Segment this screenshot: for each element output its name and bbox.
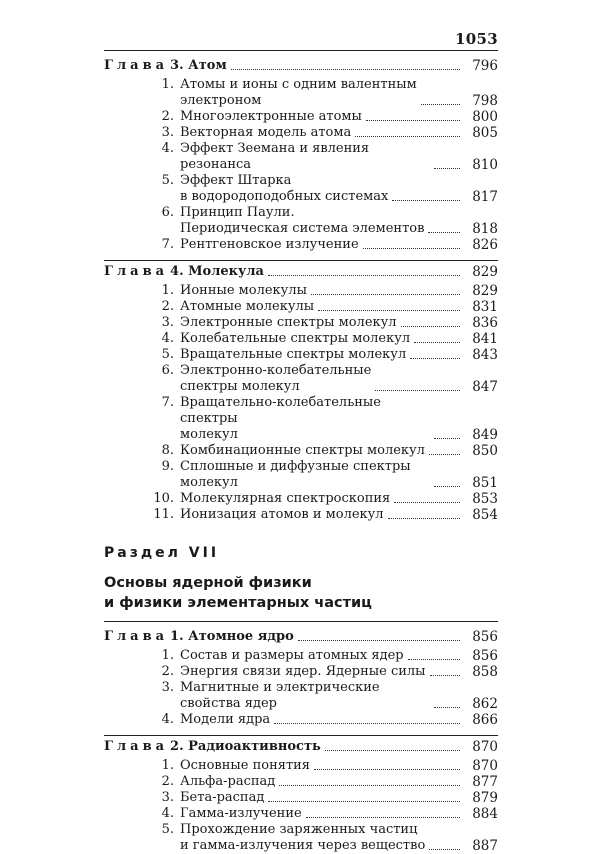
entry-page-number: 798 — [472, 93, 498, 109]
entry-page-number: 847 — [472, 379, 498, 395]
entry-title-line: Атомные молекулы — [180, 299, 315, 314]
dot-leader — [434, 707, 460, 708]
entry-title-line: Принцип Паули. — [180, 205, 295, 220]
toc-entry[interactable] — [148, 283, 498, 299]
entry-title — [180, 141, 430, 173]
entry-page-number: 829 — [472, 283, 498, 299]
chapter-label: Глава — [104, 58, 169, 73]
entry-title-line: Сплошные и диффузные спектры молекул — [180, 459, 411, 490]
chapter-label: Глава — [104, 264, 169, 279]
chapter-entry[interactable] — [104, 629, 498, 648]
entry-number: 3. — [161, 315, 174, 330]
toc-entry[interactable] — [148, 125, 498, 141]
entry-title — [180, 648, 404, 664]
toc-entry[interactable] — [148, 459, 498, 491]
entry-number: 6. — [161, 363, 174, 378]
dot-leader — [279, 785, 460, 786]
entry-title-line: Эффект Штарка — [180, 173, 292, 188]
entry-title — [180, 173, 388, 205]
dot-leader — [434, 486, 460, 487]
entry-page-number: 810 — [472, 157, 498, 173]
dot-leader — [306, 817, 460, 818]
entry-title-line: Рентгеновское излучение — [180, 237, 359, 252]
entry-title-line: Эффект Зеемана и явления резонанса — [180, 141, 370, 172]
entry-page-number: 877 — [472, 774, 498, 790]
entry-number: 3. — [161, 680, 174, 695]
entry-title-line: Вращательно-колебательные спектры — [180, 395, 381, 426]
entry-page-number: 866 — [472, 712, 498, 728]
toc-entry[interactable] — [148, 648, 498, 664]
toc-entry[interactable] — [148, 237, 498, 253]
entry-title-line: спектры молекул — [180, 379, 300, 394]
chapter-label: Глава — [104, 629, 169, 644]
entry-title-line: Комбинационные спектры молекул — [180, 443, 425, 458]
entry-number: 5. — [161, 347, 174, 362]
entry-title-line: Ионизация атомов и молекул — [180, 507, 384, 522]
entry-title — [180, 125, 351, 141]
entry-page-number: 836 — [472, 315, 498, 331]
entry-title — [180, 680, 430, 712]
entry-page-number: 800 — [472, 109, 498, 125]
page-header — [104, 0, 498, 51]
dot-leader — [392, 200, 460, 201]
dot-leader — [274, 723, 460, 724]
entry-title-line: Периодическая система элементов — [180, 221, 425, 236]
entry-number: 3. — [161, 125, 174, 140]
toc-entry[interactable] — [148, 141, 498, 173]
dot-leader — [388, 518, 460, 519]
toc-entry[interactable] — [148, 443, 498, 459]
dot-leader — [363, 248, 460, 249]
entry-page-number: 831 — [472, 299, 498, 315]
entry-title — [180, 443, 425, 459]
dot-leader — [311, 294, 460, 295]
dot-leader — [231, 69, 460, 70]
entry-title-line: Ионные молекулы — [180, 283, 307, 298]
entry-title — [180, 315, 397, 331]
dot-leader — [268, 275, 460, 276]
entry-title-line: Вращательные спектры молекул — [180, 347, 407, 362]
toc-entry[interactable] — [148, 109, 498, 125]
dot-leader — [355, 136, 460, 137]
entry-title-line: электроном — [180, 93, 262, 108]
entry-number: 5. — [161, 173, 174, 188]
section-divider — [104, 621, 498, 622]
toc-bottom — [104, 629, 498, 854]
entry-title-line: в водородоподобных системах — [180, 189, 389, 204]
dot-leader — [394, 502, 460, 503]
toc-entry[interactable] — [148, 507, 498, 523]
entry-number: 1. — [161, 648, 174, 663]
entry-title-line: и гамма-излучения через вещество — [180, 838, 426, 853]
entry-title — [180, 712, 270, 728]
entry-title-line: Многоэлектронные атомы — [180, 109, 362, 124]
toc-page — [104, 0, 498, 854]
dot-leader — [421, 104, 460, 105]
dot-leader — [366, 120, 460, 121]
entry-title-line: Гамма-излучение — [180, 806, 302, 821]
entry-page-number: 841 — [472, 331, 498, 347]
entry-page-number: 870 — [472, 758, 498, 774]
entry-number: 2. — [161, 774, 174, 789]
entry-title — [180, 347, 406, 363]
chapter-page-number: 870 — [472, 739, 498, 755]
entry-title — [180, 822, 425, 854]
entry-number: 4. — [161, 712, 174, 727]
toc-entry[interactable] — [148, 680, 498, 712]
chapter-page-number: 856 — [472, 629, 498, 645]
entry-title — [180, 774, 275, 790]
toc-entry[interactable] — [148, 790, 498, 806]
entry-title-line: Колебательные спектры молекул — [180, 331, 411, 346]
entry-title-line: Атомы и ионы с одним валентным — [180, 77, 417, 92]
entry-page-number: 826 — [472, 237, 498, 253]
page-number: 1053 — [455, 30, 498, 48]
toc-entry[interactable] — [148, 173, 498, 205]
entry-page-number: 849 — [472, 427, 498, 443]
toc-entry[interactable] — [148, 822, 498, 854]
entry-number: 4. — [161, 806, 174, 821]
entry-number: 5. — [161, 822, 174, 837]
chapter-title: 4. Молекула — [170, 264, 264, 279]
entry-number: 2. — [161, 299, 174, 314]
entry-title — [180, 363, 371, 395]
section-label: Раздел VII — [104, 545, 220, 561]
entry-title — [180, 205, 424, 237]
chapter-entry[interactable] — [104, 735, 498, 758]
entry-number: 3. — [161, 790, 174, 805]
chapter-label: Глава — [104, 739, 169, 754]
entry-page-number: 843 — [472, 347, 498, 363]
dot-leader — [434, 168, 460, 169]
dot-leader — [401, 326, 460, 327]
dot-leader — [314, 769, 460, 770]
entry-page-number: 805 — [472, 125, 498, 141]
entry-page-number: 887 — [472, 838, 498, 854]
entry-number: 11. — [153, 507, 174, 522]
toc-entry[interactable] — [148, 363, 498, 395]
section-title-line-1: Основы ядерной физики — [104, 575, 312, 591]
toc-entry[interactable] — [148, 315, 498, 331]
entry-title-line: молекул — [180, 427, 238, 442]
entry-number: 6. — [161, 205, 174, 220]
entry-title-line: Бета-распад — [180, 790, 265, 805]
entry-title-line: Молекулярная спектроскопия — [180, 491, 391, 506]
dot-leader — [318, 310, 460, 311]
entry-title — [180, 331, 410, 347]
entry-title — [180, 299, 314, 315]
section-heading — [104, 545, 498, 622]
entry-number: 7. — [161, 395, 174, 410]
entry-title — [180, 109, 362, 125]
entry-page-number: 884 — [472, 806, 498, 822]
entry-title-line: Энергия связи ядер. Ядерные силы — [180, 664, 426, 679]
entry-page-number: 851 — [472, 475, 498, 491]
entry-title — [180, 395, 430, 443]
entry-page-number: 862 — [472, 696, 498, 712]
toc-entry[interactable] — [148, 395, 498, 443]
chapter-title: 3. Атом — [170, 58, 227, 73]
entry-title — [180, 283, 307, 299]
dot-leader — [430, 675, 460, 676]
entry-title — [180, 664, 426, 680]
entry-title — [180, 790, 264, 806]
entry-title-line: Электронные спектры молекул — [180, 315, 397, 330]
toc-entry[interactable] — [148, 205, 498, 237]
chapter-entry[interactable] — [104, 58, 498, 77]
dot-leader — [429, 454, 460, 455]
entry-title — [180, 237, 359, 253]
entry-title — [180, 77, 417, 109]
dot-leader — [428, 232, 460, 233]
entry-number: 2. — [161, 664, 174, 679]
entry-number: 7. — [161, 237, 174, 252]
entry-title — [180, 459, 430, 491]
entry-number: 1. — [161, 758, 174, 773]
entry-number: 2. — [161, 109, 174, 124]
toc-top — [104, 58, 498, 523]
chapter-title: 2. Радиоактивность — [170, 739, 321, 754]
dot-leader — [325, 750, 460, 751]
toc-entry[interactable] — [148, 758, 498, 774]
entry-title-line: Состав и размеры атомных ядер — [180, 648, 404, 663]
entry-title-line: Альфа-распад — [180, 774, 276, 789]
chapter-page-number: 796 — [472, 58, 498, 74]
entry-title-line: Магнитные и электрические свойства ядер — [180, 680, 380, 711]
entry-page-number: 854 — [472, 507, 498, 523]
entry-number: 8. — [161, 443, 174, 458]
entry-page-number: 853 — [472, 491, 498, 507]
entry-number: 10. — [153, 491, 174, 506]
dot-leader — [375, 390, 460, 391]
toc-entry[interactable] — [148, 806, 498, 822]
toc-entry[interactable] — [148, 331, 498, 347]
toc-entry[interactable] — [148, 299, 498, 315]
entry-number: 9. — [161, 459, 174, 474]
chapter-page-number: 829 — [472, 264, 498, 280]
entry-page-number: 850 — [472, 443, 498, 459]
entry-title — [180, 507, 384, 523]
toc-entry[interactable] — [148, 774, 498, 790]
entry-title — [180, 806, 302, 822]
entry-page-number: 858 — [472, 664, 498, 680]
toc-entry[interactable] — [148, 491, 498, 507]
chapter-entry[interactable] — [104, 260, 498, 283]
dot-leader — [410, 358, 460, 359]
entry-page-number: 817 — [472, 189, 498, 205]
dot-leader — [429, 849, 460, 850]
entry-title — [180, 491, 390, 507]
entry-title-line: Модели ядра — [180, 712, 271, 727]
toc-entry[interactable] — [148, 712, 498, 728]
entry-number: 4. — [161, 331, 174, 346]
entry-number: 4. — [161, 141, 174, 156]
dot-leader — [434, 438, 460, 439]
toc-entry[interactable] — [148, 664, 498, 680]
dot-leader — [298, 640, 460, 641]
entry-page-number: 879 — [472, 790, 498, 806]
section-title-line-2: и физики элементарных частиц — [104, 595, 372, 611]
toc-entry[interactable] — [148, 77, 498, 109]
dot-leader — [414, 342, 460, 343]
entry-number: 1. — [161, 77, 174, 92]
entry-title-line: Основные понятия — [180, 758, 310, 773]
dot-leader — [408, 659, 460, 660]
chapter-title: 1. Атомное ядро — [170, 629, 294, 644]
entry-title-line: Электронно-колебательные — [180, 363, 372, 378]
entry-number: 1. — [161, 283, 174, 298]
entry-page-number: 818 — [472, 221, 498, 237]
entry-title-line: Векторная модель атома — [180, 125, 352, 140]
toc-entry[interactable] — [148, 347, 498, 363]
entry-title — [180, 758, 310, 774]
entry-title-line: Прохождение заряженных частиц — [180, 822, 418, 837]
entry-page-number: 856 — [472, 648, 498, 664]
dot-leader — [268, 801, 460, 802]
